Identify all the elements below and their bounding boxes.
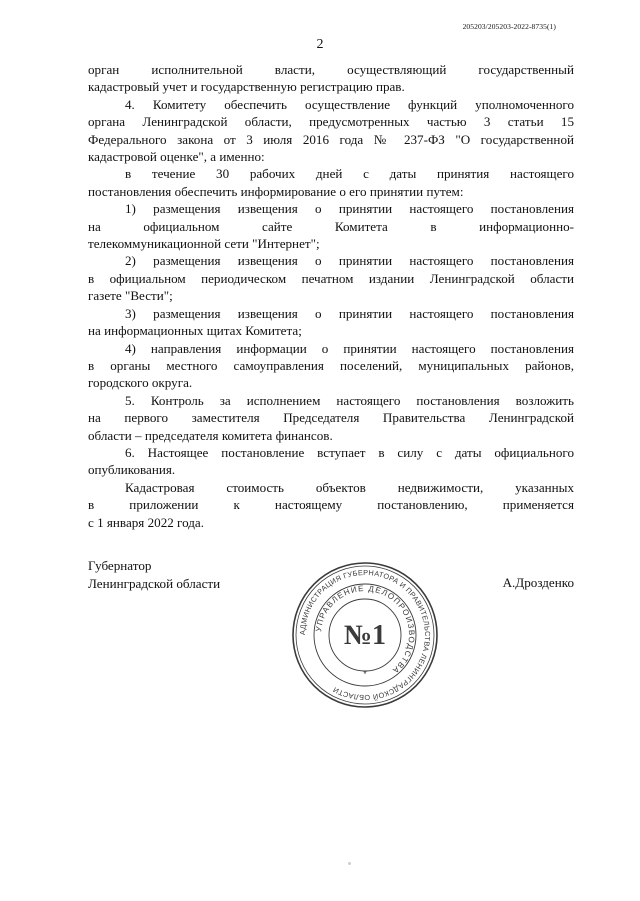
document-line: 3) размещения извещения о принятии настоящего постановления — [125, 305, 574, 321]
document-line: постановления обеспечить информирование о его принятии путем: — [88, 183, 464, 199]
seal-inner-text: УПРАВЛЕНИЕ ДЕЛОПРОИЗВОДСТВА — [314, 583, 417, 676]
document-line: 2) размещения извещения о принятии настоящего постановления — [125, 253, 574, 269]
signatory-name: А.Дрозденко — [502, 575, 574, 590]
document-line: орган исполнительной власти, осуществляющий государственный — [88, 62, 574, 77]
document-line: кадастровый учет и государственную регистрацию прав. — [88, 79, 405, 95]
document-line: городского округа. — [88, 375, 193, 391]
document-line: кадастровой оценке", а именно: — [88, 149, 265, 165]
document-line: на информационных щитах Комитета; — [88, 323, 302, 339]
seal-outer-text: АДМИНИСТРАЦИЯ ГУБЕРНАТОРА И ПРАВИТЕЛЬСТВА ЛЕНИНГРАДСКОЙ ОБЛАСТИ — [297, 567, 433, 703]
document-line: на первого заместителя Председателя Правительства Ленинградской — [88, 410, 574, 426]
document-body — [88, 61, 574, 531]
document-line: с 1 января 2022 года. — [88, 514, 205, 530]
document-line: на официальном сайте Комитета в информационно- — [88, 218, 574, 234]
official-seal-stamp — [290, 560, 440, 710]
document-line: 1) размещения извещения о принятии настоящего постановления — [125, 201, 574, 217]
document-line: в приложении к настоящему постановлению, применяется — [88, 497, 574, 513]
document-line: 5. Контроль за исполнением настоящего постановления возложить — [125, 392, 574, 408]
scan-speck — [348, 862, 351, 865]
document-line: в органы местного самоуправления поселений, муниципальных районов, — [88, 357, 574, 373]
seal-star-icon: * — [363, 669, 367, 679]
document-line: Федерального закона от 3 июля 2016 года № 237-ФЗ "О государственной — [88, 131, 574, 147]
signatory-title-line2: Ленинградской области — [88, 576, 221, 591]
document-line: в течение 30 рабочих дней с даты принятия настоящего — [125, 166, 574, 182]
document-line: органа Ленинградской области, предусмотренных частью 3 статьи 15 — [88, 114, 574, 130]
document-line: телекоммуникационной сети "Интернет"; — [88, 236, 320, 252]
document-line: 4) направления информации о принятии настоящего постановления — [125, 340, 574, 356]
page-number: 2 — [316, 37, 324, 52]
document-line: опубликования. — [88, 462, 176, 478]
document-line: газете "Вести"; — [88, 288, 173, 304]
document-line: в официальном периодическом печатном издании Ленинградской области — [88, 270, 574, 286]
seal-number: №1 — [343, 620, 387, 651]
signatory-title-line1: Губернатор — [88, 558, 152, 573]
document-line: 4. Комитету обеспечить осуществление функций уполномоченного — [125, 96, 574, 112]
document-line: 6. Настоящее постановление вступает в силу с даты официального — [125, 444, 574, 460]
document-number: 205203/205203-2022-8735(1) — [462, 22, 556, 31]
document-line: Кадастровая стоимость объектов недвижимости, указанных — [125, 479, 574, 495]
document-line: области – председателя комитета финансов. — [88, 427, 333, 443]
